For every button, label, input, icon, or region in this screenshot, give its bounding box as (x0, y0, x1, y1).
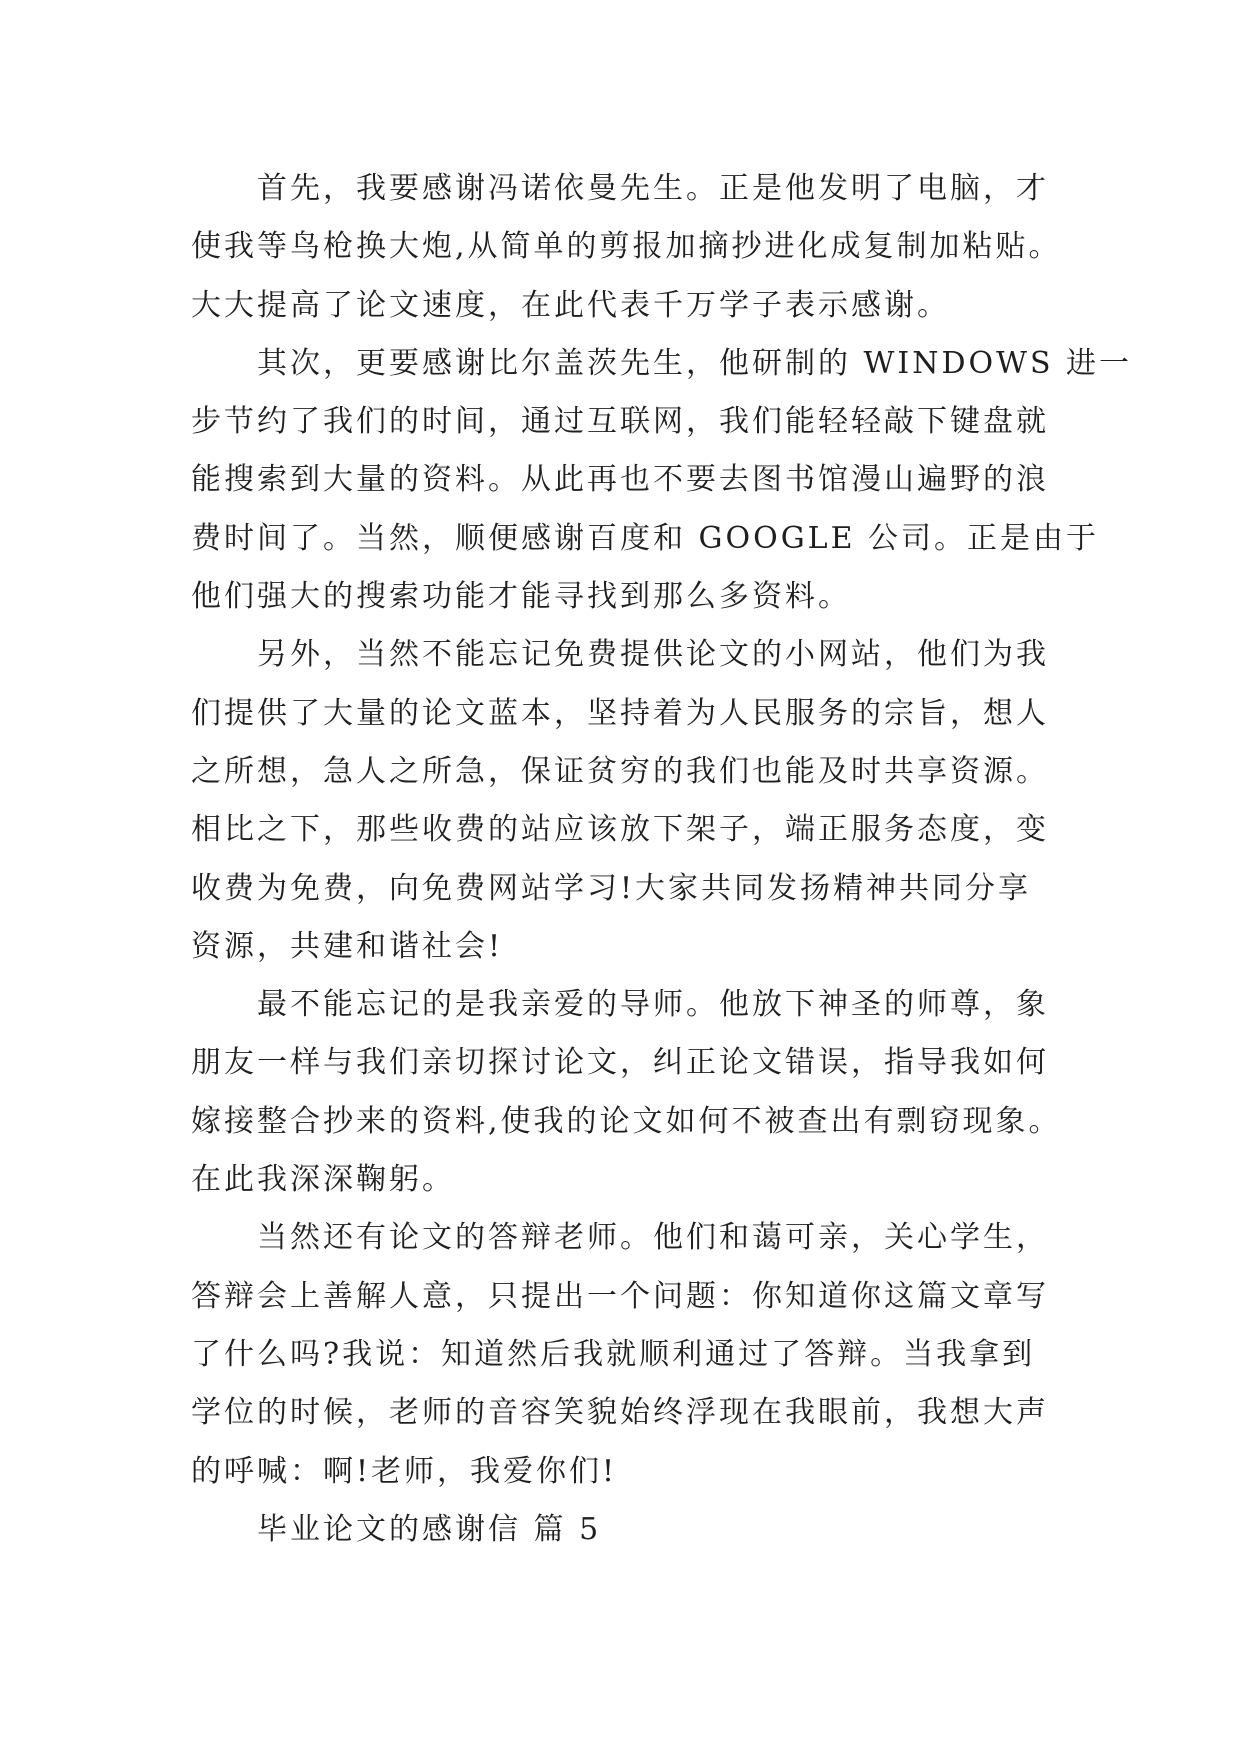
paragraph-line: 他们强大的搜索功能才能寻找到那么多资料。 (191, 579, 851, 615)
paragraph-line: 朋友一样与我们亲切探讨论文，纠正论文错误，指导我如何 (191, 1045, 1049, 1081)
paragraph-thanks-free-websites (191, 626, 1091, 976)
paragraph-line: 首先，我要感谢冯诺依曼先生。正是他发明了电脑，才 (257, 171, 1049, 206)
paragraph-line: 其次，更要感谢比尔盖茨先生，他研制的 WINDOWS 进一 (257, 345, 1133, 381)
paragraph-line: 答辩会上善解人意，只提出一个问题：你知道你这篇文章写 (191, 1278, 1049, 1314)
paragraph-line: 们提供了大量的论文蓝本，坚持着为人民服务的宗旨，想人 (191, 695, 1049, 731)
paragraph-line: 大大提高了论文速度，在此代表千万学子表示感谢。 (191, 287, 950, 323)
paragraph-line: 使我等鸟枪换大炮,从简单的剪报加摘抄进化成复制加粘贴。 (191, 229, 1062, 265)
paragraph-line: 了什么吗?我说：知道然后我就顺利通过了答辩。当我拿到 (191, 1336, 1036, 1372)
paragraph-thanks-bill-gates (191, 335, 1133, 626)
paragraph-line: 收费为免费，向免费网站学习!大家共同发扬精神共同分享 (191, 870, 1032, 906)
paragraph-line: 费时间了。当然，顺便感谢百度和 GOOGLE 公司。正是由于 (191, 520, 1100, 556)
paragraph-thanks-advisor (191, 976, 1091, 1209)
paragraph-line: 嫁接整合抄来的资料,使我的论文如何不被查出有剽窃现象。 (191, 1103, 1062, 1139)
paragraph-line: 之所想，急人之所急，保证贫穷的我们也能及时共享资源。 (191, 753, 1049, 789)
paragraph-line: 步节约了我们的时间，通过互联网，我们能轻轻敲下键盘就 (191, 404, 1049, 440)
paragraph-line: 在此我深深鞠躬。 (191, 1162, 455, 1198)
paragraph-line: 当然还有论文的答辩老师。他们和蔼可亲，关心学生， (257, 1220, 1049, 1256)
paragraph-line: 能搜索到大量的资料。从此再也不要去图书馆漫山遍野的浪 (191, 462, 1049, 498)
document-body (191, 160, 1133, 1559)
paragraph-line: 学位的时候，老师的音容笑貌始终浮现在我眼前，我想大声 (191, 1395, 1049, 1431)
paragraph-line: 资源，共建和谐社会! (191, 928, 504, 964)
section-heading (191, 1501, 1091, 1559)
paragraph-line: 的呼喊：啊!老师，我爱你们! (191, 1453, 618, 1489)
paragraph-thanks-defense-teachers (191, 1209, 1091, 1500)
paragraph-line: 最不能忘记的是我亲爱的导师。他放下神圣的师尊，象 (257, 987, 1049, 1023)
paragraph-thanks-von-neumann (191, 160, 1091, 335)
paragraph-line: 另外，当然不能忘记免费提供论文的小网站，他们为我 (257, 637, 1049, 673)
section-title: 毕业论文的感谢信 篇 5 (257, 1511, 602, 1547)
paragraph-line: 相比之下，那些收费的站应该放下架子，端正服务态度，变 (191, 812, 1049, 848)
